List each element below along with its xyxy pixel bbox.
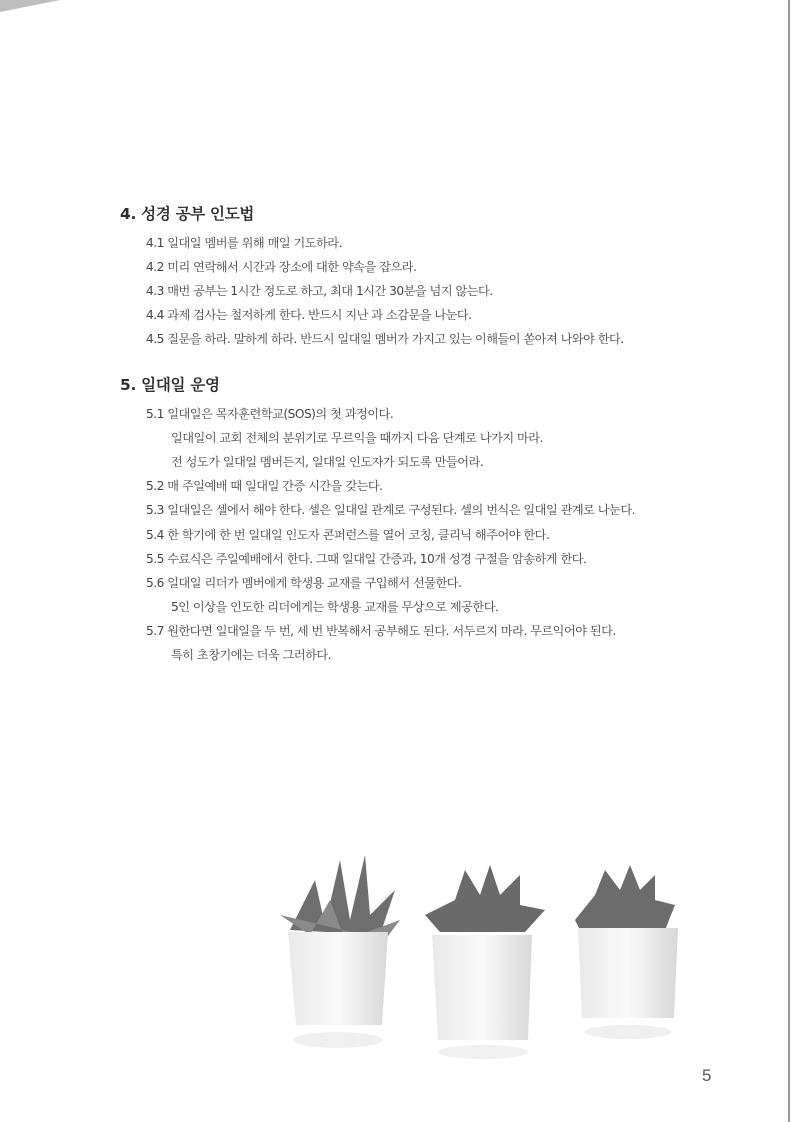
list-item: 4.5 질문을 하라. 말하게 하라. 반드시 일대일 멤버가 가지고 있는 이해들이 쏟아져 나와야 한다.: [146, 332, 624, 346]
list-item: 4.4 과제 검사는 철저하게 한다. 반드시 지난 과 소감문을 나눈다.: [146, 308, 472, 322]
list-item: 5.7 원한다면 일대일을 두 번, 세 번 반복해서 공부해도 된다. 서두르지 마라. 무르익어야 된다.: [146, 624, 616, 638]
list-item: 4.3 매번 공부는 1시간 정도로 하고, 최대 1시간 30분을 넘지 않는다.: [146, 284, 493, 298]
page-edge-line: [788, 0, 790, 1122]
page-corner-mark: [0, 0, 60, 14]
list-item: 5.2 매 주일예배 때 일대일 간증 시간을 갖는다.: [146, 479, 383, 493]
list-item: 4.1 일대일 멤버를 위해 매일 기도하라.: [146, 236, 342, 250]
list-item: 5.3 일대일은 셀에서 해야 한다. 셀은 일대일 관계로 구성된다. 셀의 번식은 일대일 관계로 나눈다.: [146, 503, 635, 517]
list-item-continuation: 특히 초창기에는 더욱 그러하다.: [171, 648, 332, 662]
succulent-plants-image: [270, 840, 690, 1065]
list-item: 5.6 일대일 리더가 멤버에게 학생용 교재를 구입해서 선물한다.: [146, 576, 462, 590]
list-item: 5.4 한 학기에 한 번 일대일 인도자 콘퍼런스를 열어 코칭, 클리닉 해주어야 한다.: [146, 528, 550, 542]
list-item: 5.5 수료식은 주일예배에서 한다. 그때 일대일 간증과, 10개 성경 구절을 암송하게 한다.: [146, 552, 587, 566]
page-number: 5: [702, 1066, 712, 1085]
list-item-continuation: 일대일이 교회 전체의 분위기로 무르익을 때까지 다음 단계로 나가지 마라.: [171, 431, 543, 445]
section-heading: 5. 일대일 운영: [120, 376, 220, 394]
list-item-continuation: 전 성도가 일대일 멤버든지, 일대일 인도자가 되도록 만들어라.: [171, 455, 484, 469]
plant-middle: [425, 865, 545, 1059]
list-item-continuation: 5인 이상을 인도한 리더에게는 학생용 교재를 무상으로 제공한다.: [171, 600, 499, 614]
list-item: 4.2 미리 연락해서 시간과 장소에 대한 약속을 잡으라.: [146, 260, 417, 274]
plant-right: [575, 865, 678, 1039]
list-item: 5.1 일대일은 목자훈련학교(SOS)의 첫 과정이다.: [146, 407, 394, 421]
plant-left: [280, 855, 400, 1048]
section-heading: 4. 성경 공부 인도법: [120, 205, 255, 223]
